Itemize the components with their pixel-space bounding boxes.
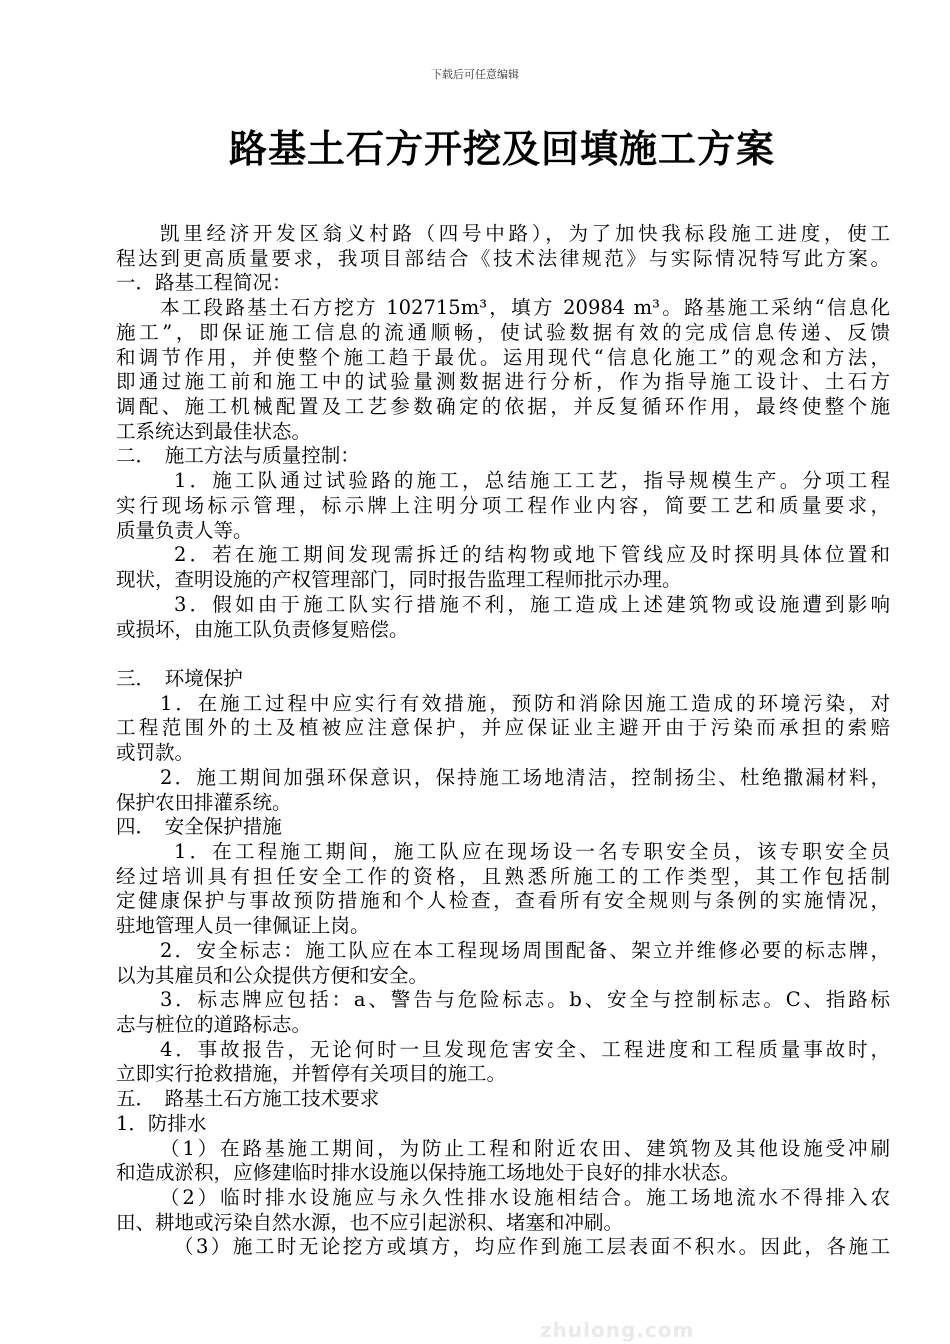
text-line: 2．安全标志：施工队应在本工程现场周围配备、架立并维修必要的标志牌，	[160, 938, 890, 962]
text-line: 三． 环境保护	[116, 666, 243, 690]
text-line: 或罚款。	[116, 741, 195, 765]
text-line: 质量负责人等。	[116, 518, 253, 542]
text-line: 4．事故报告，无论何时一旦发现危害安全、工程进度和工程质量事故时，	[160, 1037, 890, 1061]
text-line	[116, 642, 890, 667]
text-line: （2）临时排水设施应与永久性排水设施相结合。施工场地流水不得排入农	[160, 1186, 890, 1210]
text-line: 本工段路基土石方挖方 102715m³，填方 20984 m³。路基施工采纳“信息化	[160, 296, 890, 320]
watermark: zhulong.com	[540, 1318, 695, 1342]
text-line: 调配、施工机械配置及工艺参数确定的依据，并反复循环作用，最终使整个施	[116, 395, 890, 419]
text-line: 四． 安全保护措施	[116, 815, 282, 839]
text-line: 1．在工程施工期间，施工队应在现场设一名专职安全员，该专职安全员	[174, 839, 890, 863]
text-line: 程达到更高质量要求，我项目部结合《技术法律规范》与实际情况特写此方案。	[116, 246, 890, 270]
text-line: 现状，查明设施的产权管理部门，同时报告监理工程师批示办理。	[116, 568, 682, 592]
text-line: 五． 路基土石方施工技术要求	[116, 1087, 380, 1111]
text-line: 工系统达到最佳状态。	[116, 419, 312, 443]
text-line: 实行现场标示管理，标示牌上注明分项工程作业内容，简要工艺和质量要求，	[116, 493, 890, 517]
text-line: 2．施工期间加强环保意识，保持施工场地清洁，控制扬尘、杜绝撒漏材料，	[160, 765, 890, 789]
text-line: 保护农田排灌系统。	[116, 790, 292, 814]
text-line: 施工”，即保证施工信息的流通顺畅，使试验数据有效的完成信息传递、反馈	[116, 320, 890, 344]
text-line: 驻地管理人员一律佩证上岗。	[116, 914, 370, 938]
text-line: 志与桩位的道路标志。	[116, 1013, 312, 1036]
text-line: 1．防排水	[116, 1111, 207, 1135]
text-line: 3．假如由于施工队实行措施不利，施工造成上述建筑物或设施遭到影响	[174, 592, 890, 616]
text-line: 定健康保护与事故预防措施和个人检查，查看所有安全规则与条例的实施情况，	[116, 889, 890, 913]
text-line: 二． 施工方法与质量控制：	[116, 444, 360, 468]
text-line: （1）在路基施工期间，为防止工程和附近农田、建筑物及其他设施受冲刷	[160, 1136, 890, 1160]
text-line: 和造成淤积，应修建临时排水设施以保持施工场地处于良好的排水状态。	[116, 1161, 741, 1185]
text-line: 田、耕地或污染自然水源，也不应引起淤积、堵塞和冲刷。	[116, 1210, 624, 1234]
text-line: 1．施工队通过试验路的施工，总结施工工艺，指导规模生产。分项工程	[174, 469, 890, 493]
text-line: 一．路基工程简况：	[116, 271, 292, 295]
page-title: 路基土石方开挖及回填施工方案	[228, 126, 775, 171]
document-body	[116, 222, 890, 1260]
header-note: 下载后可任意编辑	[431, 68, 519, 81]
text-line: 以为其雇员和公众提供方便和安全。	[116, 963, 429, 987]
text-line: 1．在施工过程中应实行有效措施，预防和消除因施工造成的环境污染，对	[160, 691, 890, 715]
text-line: 立即实行抢救措施，并暂停有关项目的施工。	[116, 1062, 507, 1086]
text-line: 2．若在施工期间发现需拆迁的结构物或地下管线应及时探明具体位置和	[174, 543, 890, 567]
text-line: 工程范围外的土及植被应注意保护，并应保证业主避开由于污染而承担的索赔	[116, 716, 890, 740]
text-line: 凯里经济开发区翁义村路（四号中路），为了加快我标段施工进度，使工	[160, 222, 890, 245]
text-line: （3）施工时无论挖方或填方，均应作到施工层表面不积水。因此，各施工	[174, 1235, 890, 1259]
text-line: 即通过施工前和施工中的试验量测数据进行分析，作为指导施工设计、土石方	[116, 370, 890, 394]
text-line: 经过培训具有担任安全工作的资格，且熟悉所施工的工作类型，其工作包括制	[116, 864, 890, 888]
text-line: 或损坏，由施工队负责修复赔偿。	[116, 617, 409, 641]
text-line: 3．标志牌应包括：a、警告与危险标志。b、安全与控制标志。C、指路标	[160, 988, 890, 1012]
text-line: 和调节作用，并使整个施工趋于最优。运用现代“信息化施工”的观念和方法，	[116, 345, 890, 369]
